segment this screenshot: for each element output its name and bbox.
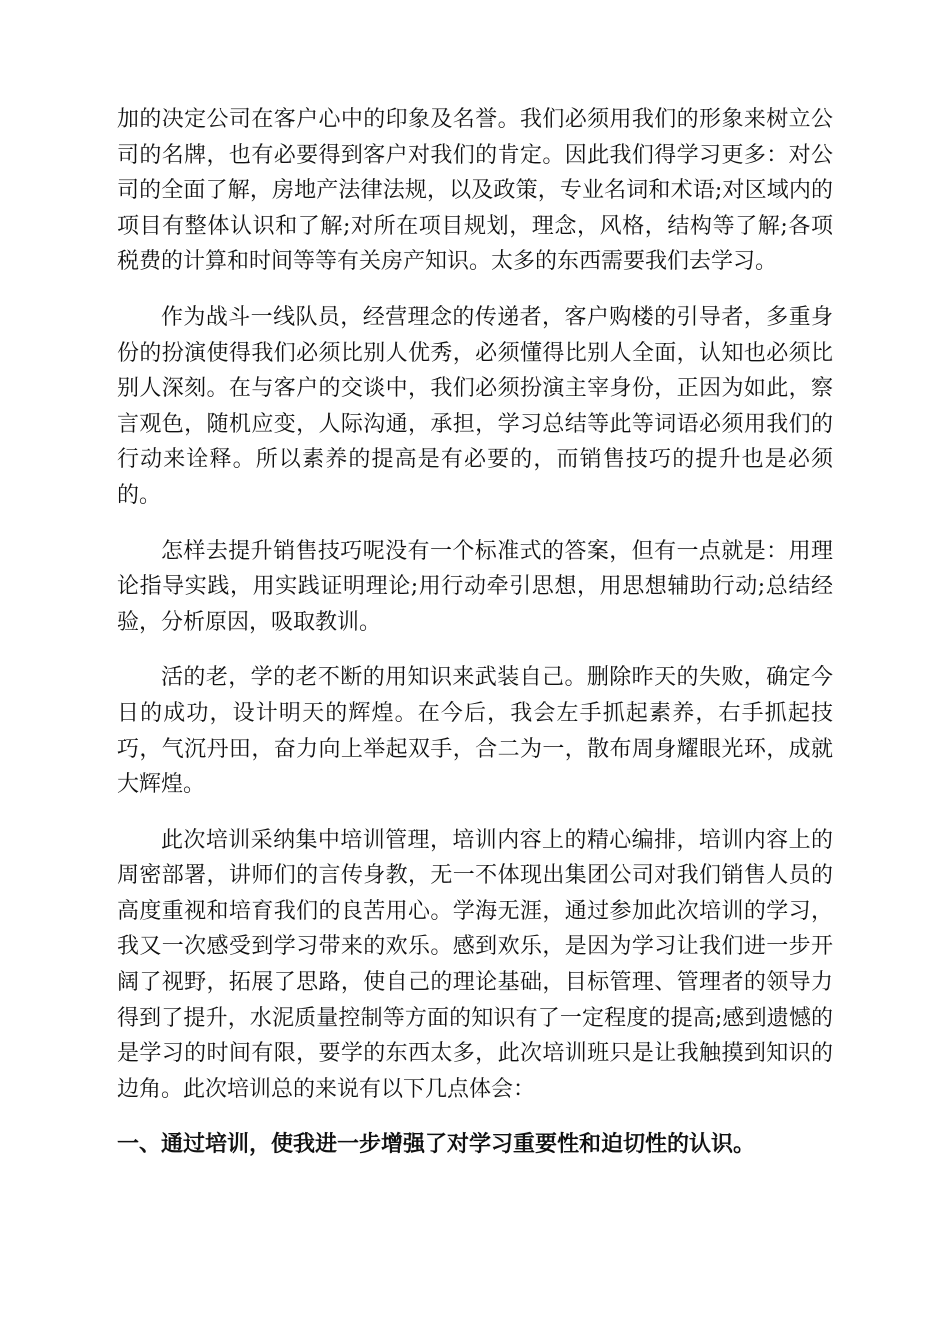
- paragraph-training-summary: 此次培训采纳集中培训管理，培训内容上的精心编排，培训内容上的周密部署，讲师们的言传身教，无一不体现出集团公司对我们销售人员的高度重视和培育我们的良苦用心。学海无涯，通过参加此次培训的学习，我又一次感受到学习带来的欢乐。感到欢乐，是因为学习让我们进一步开阔了视野，拓展了思路，使自己的理论基础，目标管理、管理者的领导力得到了提升，水泥质量控制等方面的知识有了一定程度的提高;感到遗憾的是学习的时间有限，要学的东西太多，此次培训班只是让我触摸到知识的边角。此次培训总的来说有以下几点体会：: [117, 827, 833, 1102]
- paragraph-sales-skills: 怎样去提升销售技巧呢没有一个标准式的答案，但有一点就是：用理论指导实践，用实践证明理论;用行动牵引思想，用思想辅助行动;总结经验，分析原因，吸取教训。: [117, 538, 833, 635]
- paragraph-lifelong-learning: 活的老，学的老不断的用知识来武装自己。删除昨天的失败，确定今日的成功，设计明天的辉煌。在今后，我会左手抓起素养，右手抓起技巧，气沉丹田，奋力向上举起双手，合二为一，散布周身耀眼光环，成就大辉煌。: [117, 665, 833, 798]
- paragraph-frontline-role: 作为战斗一线队员，经营理念的传递者，客户购楼的引导者，多重身份的扮演使得我们必须比别人优秀，必须懂得比别人全面，认知也必须比别人深刻。在与客户的交谈中，我们必须扮演主宰身份，正因为如此，察言观色，随机应变，人际沟通，承担，学习总结等此等词语必须用我们的行动来诠释。所以素养的提高是有必要的，而销售技巧的提升也是必须的。: [117, 304, 833, 508]
- section-heading-1: 一、通过培训，使我进一步增强了对学习重要性和迫切性的认识。: [117, 1132, 756, 1158]
- document-page: [117, 102, 833, 1163]
- paragraph-continuation: 加的决定公司在客户心中的印象及名誉。我们必须用我们的形象来树立公司的名牌，也有必要得到客户对我们的肯定。因此我们得学习更多：对公司的全面了解，房地产法律法规，以及政策，专业名词和术语;对区域内的项目有整体认识和了解;对所在项目规划，理念，风格，结构等了解;各项税费的计算和时间等等有关房产知识。太多的东西需要我们去学习。: [117, 107, 833, 275]
